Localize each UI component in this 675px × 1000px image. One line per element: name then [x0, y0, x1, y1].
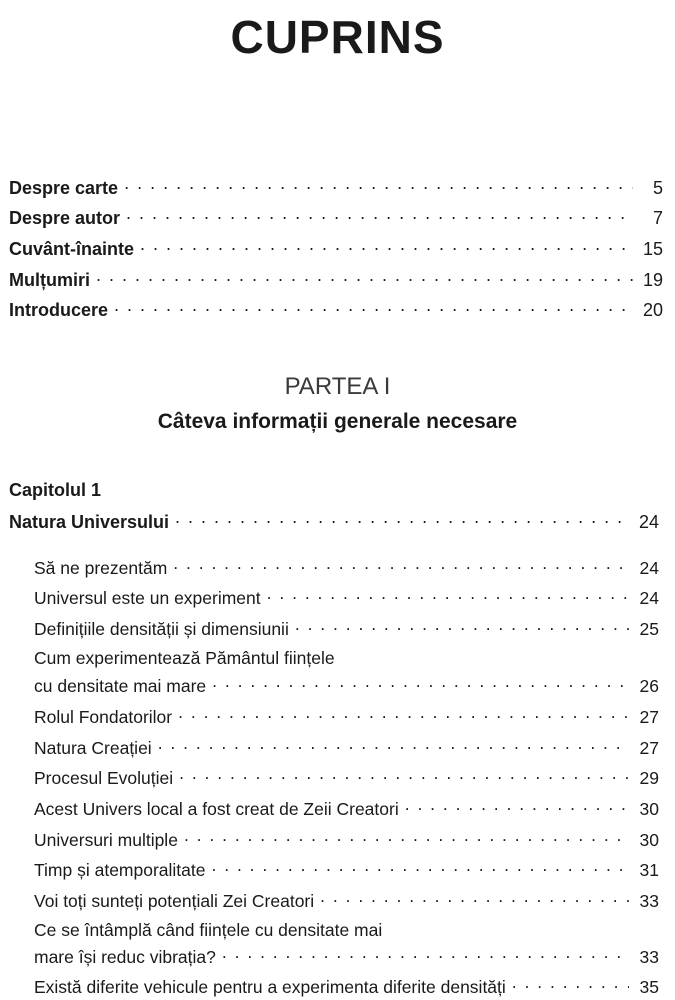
section-label-line1: Ce se întâmplă când ființele cu densitate mai	[34, 920, 383, 940]
dot-leader	[158, 736, 629, 754]
dot-leader	[178, 705, 629, 723]
section-entry[interactable]	[34, 766, 659, 789]
toc-entry-page: 19	[642, 270, 663, 290]
toc-entry[interactable]	[9, 298, 663, 321]
toc-entry-page: 15	[642, 239, 663, 259]
section-label: Acest Univers local a fost creat de Zeii Creatori	[34, 798, 399, 819]
section-page: 29	[639, 767, 659, 788]
toc-entry[interactable]	[9, 176, 663, 199]
section-entry[interactable]	[34, 889, 659, 912]
toc-entry-page: 5	[652, 178, 663, 198]
page-title: CUPRINS	[230, 11, 445, 63]
toc-entry-label: Despre autor	[9, 208, 121, 228]
section-page: 24	[639, 557, 659, 578]
toc-entry-label: Introducere	[9, 300, 109, 320]
toc-entry-label: Mulțumiri	[9, 270, 90, 290]
toc-entry[interactable]	[9, 237, 663, 260]
dot-leader	[175, 510, 629, 528]
section-page: 30	[639, 829, 659, 850]
section-label: mare își reduc vibrația?	[34, 946, 216, 967]
section-entry[interactable]	[34, 736, 659, 759]
dot-leader	[126, 206, 633, 224]
chapter-entry[interactable]	[9, 510, 659, 533]
section-page: 30	[639, 798, 659, 819]
section-page: 26	[639, 675, 659, 696]
part-title: PARTEA I	[284, 373, 391, 400]
section-page: 27	[639, 706, 659, 727]
section-entry[interactable]	[34, 586, 659, 609]
chapter-page: 24	[638, 512, 659, 532]
toc-entry[interactable]	[9, 268, 663, 291]
toc-entry-label: Cuvânt-înainte	[9, 239, 135, 259]
section-label: Procesul Evoluției	[34, 767, 174, 788]
section-label-line1: Cum experimentează Pământul ființele	[34, 648, 335, 668]
toc-entry-page: 7	[652, 208, 663, 228]
section-page: 33	[639, 946, 659, 967]
section-label: Natura Creației	[34, 737, 152, 758]
dot-leader	[124, 176, 633, 194]
section-page: 31	[639, 859, 659, 880]
dot-leader	[212, 674, 629, 692]
section-entry[interactable]	[34, 674, 659, 697]
section-page: 25	[639, 618, 659, 639]
dot-leader	[212, 858, 630, 876]
section-page: 33	[639, 890, 659, 911]
section-entry[interactable]	[34, 828, 659, 851]
chapter-title: Natura Universului	[9, 512, 170, 532]
section-label: Timp și atemporalitate	[34, 859, 206, 880]
section-entry[interactable]	[34, 858, 659, 881]
dot-leader	[184, 828, 629, 846]
section-label: Rolul Fondatorilor	[34, 706, 173, 727]
section-entry[interactable]	[34, 945, 659, 968]
toc-entry-page: 20	[642, 300, 663, 320]
section-label: Universul este un experiment	[34, 587, 261, 608]
dot-leader	[512, 975, 629, 993]
dot-leader	[405, 797, 629, 815]
section-label: Voi toți sunteți potențiali Zei Creatori	[34, 890, 315, 911]
part-subtitle: Câteva informații generale necesare	[157, 410, 518, 433]
section-entry[interactable]	[34, 797, 659, 820]
section-label: Să ne prezentăm	[34, 557, 168, 578]
chapter-number: Capitolul 1	[9, 480, 102, 500]
section-page: 24	[639, 587, 659, 608]
dot-leader	[173, 556, 629, 574]
section-label: Universuri multiple	[34, 829, 178, 850]
dot-leader	[179, 766, 629, 784]
section-label: Există diferite vehicule pentru a experimenta diferite densități	[34, 976, 506, 997]
section-entry[interactable]	[34, 556, 659, 579]
dot-leader	[320, 889, 629, 907]
section-entry[interactable]	[34, 617, 659, 640]
section-label: Definițiile densității și dimensiunii	[34, 618, 289, 639]
section-entry[interactable]	[34, 975, 659, 998]
toc-entry-label: Despre carte	[9, 178, 119, 198]
toc-entry[interactable]	[9, 206, 663, 229]
dot-leader	[222, 945, 629, 963]
dot-leader	[140, 237, 633, 255]
dot-leader	[114, 298, 633, 316]
section-label: cu densitate mai mare	[34, 675, 207, 696]
dot-leader	[295, 617, 629, 635]
dot-leader	[96, 268, 633, 286]
dot-leader	[267, 586, 629, 604]
section-page: 35	[639, 976, 659, 997]
section-entry[interactable]	[34, 705, 659, 728]
section-page: 27	[639, 737, 659, 758]
